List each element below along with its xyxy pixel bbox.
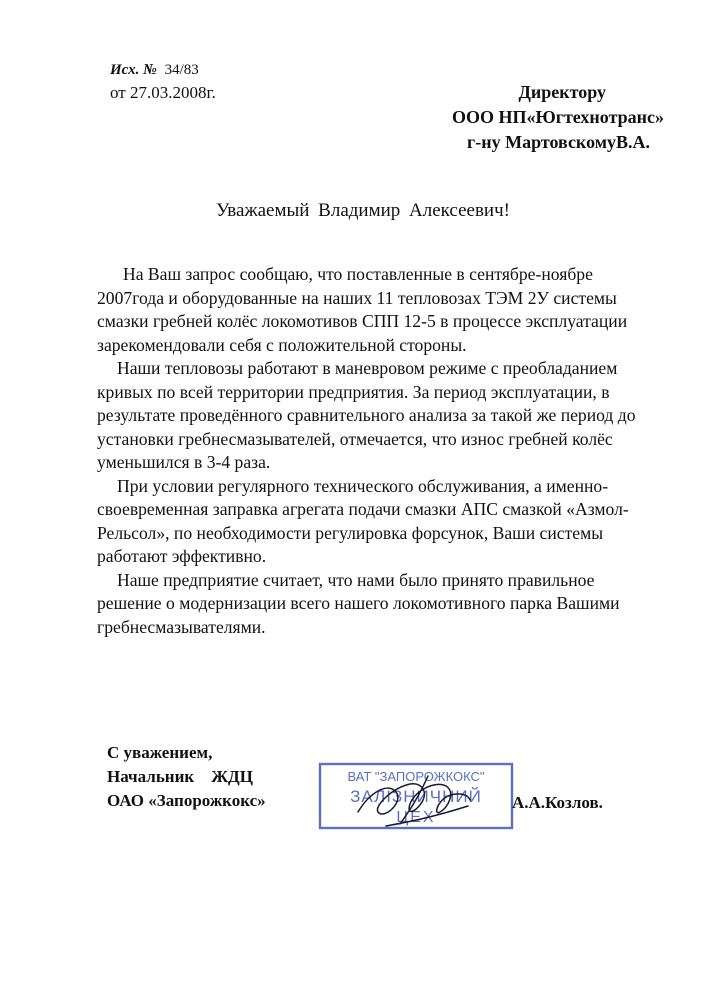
addressee-company: ООО НП«Югтехнотранс»: [452, 107, 664, 127]
body-paragraph: На Ваш запрос сообщаю, что поставленные в сентябре-ноябре 2007года и оборудованные на наших 11 тепловозах ТЭМ 2У системы смазки гребней колёс локомотивов СПП 12-5 в процессе эксплуатации зарекомендовали себя с положительной стороны.: [97, 264, 628, 355]
outgoing-number-label: Исх. №: [110, 62, 157, 78]
body-paragraph: Наше предприятие считает, что нами было принято правильное решение о модернизации всего нашего локомотивного парка Вашими гребнесмазывателями.: [97, 569, 620, 637]
greeting: Уважаемый Владимир Алексеевич!: [216, 200, 510, 221]
body-paragraph: При условии регулярного технического обслуживания, а именно- своевременная заправка агрегата подачи смазки АПС смазкой «Азмол-Рельсол», по необходимости регулировка форсунок, Ваши системы работают эффективно.: [97, 475, 629, 566]
stamp-line-1: ВАТ "ЗАПОРОЖКОКС": [347, 769, 485, 784]
body-paragraph: Наши тепловозы работают в маневровом режиме с преобладанием кривых по всей территории предприятия. За период эксплуатации, в результате проведённого сравнительного анализа за такой же период до установки гребнесмазывателей, отмечается, что износ гребней колёс уменьшился в 3-4 раза.: [97, 358, 636, 472]
signer-name: А.А.Козлов.: [512, 793, 603, 812]
outgoing-number: [110, 62, 199, 79]
signer-company: ОАО «Запорожкокс»: [107, 791, 266, 810]
outgoing-number-value: 34/83: [164, 62, 199, 78]
signature-block: [107, 741, 266, 813]
addressee-name: г-ну МартовскомуВ.А.: [467, 132, 650, 152]
letter-body: [97, 263, 637, 639]
signer-position: Начальник ЖДЦ: [107, 767, 253, 786]
company-stamp: [318, 762, 514, 830]
closing-phrase: С уважением,: [107, 743, 213, 762]
addressee-title: Директору: [518, 82, 606, 102]
addressee-block: [452, 80, 664, 155]
letter-date: от 27.03.2008г.: [110, 83, 216, 102]
stamp-line-2: ЗАЛІЗНИЧНИЙ: [350, 787, 482, 806]
stamp-line-3: ЦЕХ: [396, 809, 436, 826]
